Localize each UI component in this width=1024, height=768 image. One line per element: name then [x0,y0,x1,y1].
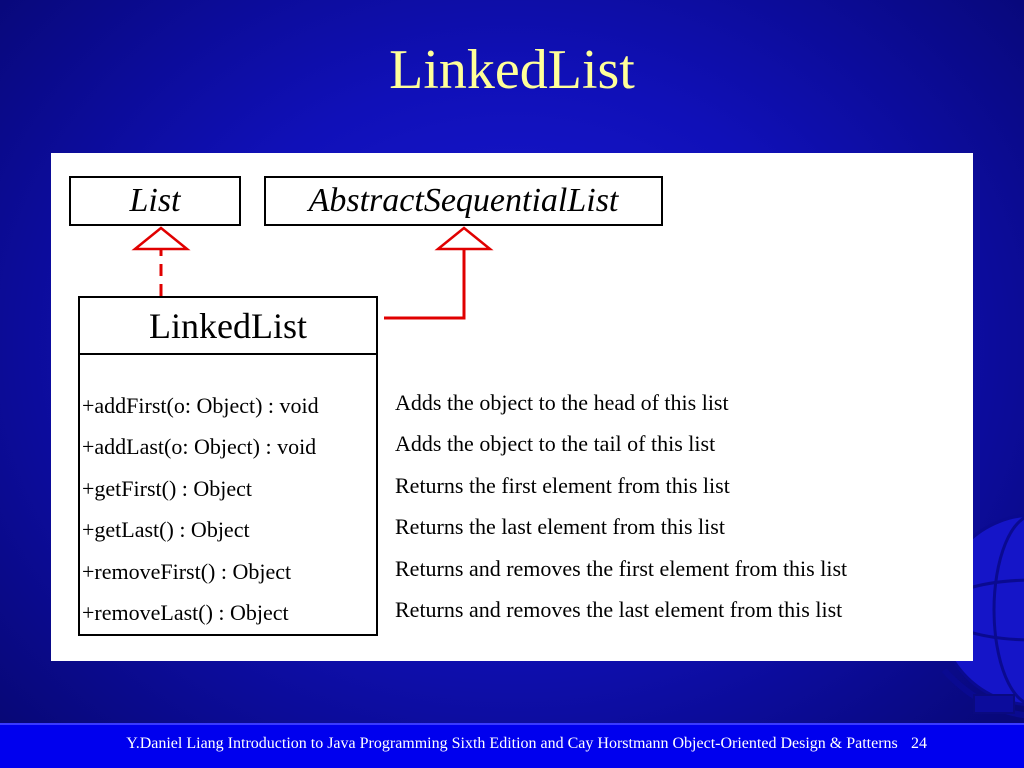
hollow-triangle-arrowhead-list [135,228,187,249]
linkedlist-class-name: LinkedList [80,298,376,355]
method-description: Returns the first element from this list [395,473,730,498]
uml-diagram-panel [51,153,973,661]
linkedlist-class-box [78,296,378,636]
method-signature: +addLast(o: Object) : void [82,434,317,459]
method-signature: +removeLast() : Object [82,600,289,625]
list-interface-box [69,176,241,226]
method-signature: +removeFirst() : Object [82,559,292,584]
method-description: Returns and removes the first element from this list [395,556,848,581]
footer-credit: Y.Daniel Liang Introduction to Java Programming Sixth Edition and Cay Horstmann Object-Oriented Design & Patterns [126,735,898,752]
page-number: 24 [911,735,927,752]
generalization-line [384,249,464,318]
abstract-sequential-list-name: AbstractSequentialList [308,182,619,219]
footer-bar [0,723,1024,768]
method-description: Adds the object to the tail of this list [395,431,716,456]
method-description: Returns the last element from this list [395,514,725,539]
method-signature: +getFirst() : Object [82,476,253,501]
method-signature: +getLast() : Object [82,517,250,542]
method-description: Returns and removes the last element from this list [395,597,843,622]
method-description: Adds the object to the head of this list [395,390,729,415]
method-signature: +addFirst(o: Object) : void [82,393,319,418]
abstract-sequential-list-box [264,176,663,226]
hollow-triangle-arrowhead-asl [438,228,490,249]
list-interface-name: List [129,182,181,219]
slide-title: LinkedList [389,39,635,101]
